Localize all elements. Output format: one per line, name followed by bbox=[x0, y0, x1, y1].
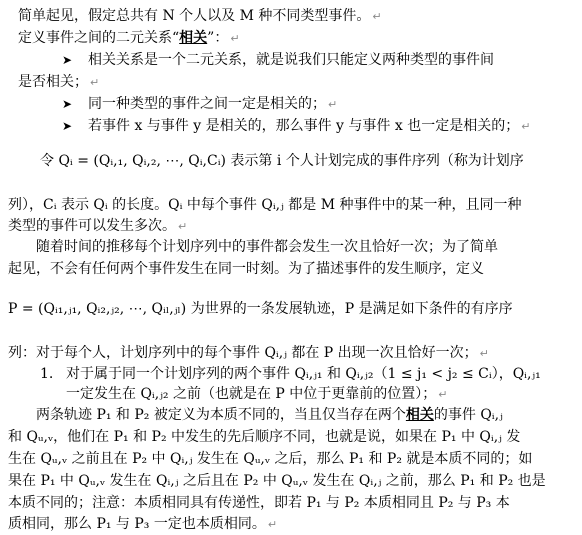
text-line: 质相同，那么 P₁ 与 P₃ 一定也本质相同。 bbox=[8, 516, 266, 532]
text-line: 定义事件之间的二元关系“ bbox=[18, 30, 180, 46]
paragraph-mark-icon: ↵ bbox=[438, 388, 448, 401]
text-line: 两条轨迹 P₁ 和 P₂ 被定义为本质不同的，当且仅当存在两个 bbox=[36, 407, 406, 423]
text-line: 和 Qᵤ,ᵥ，他们在 P₁ 和 P₂ 中发生的先后顺序不同，也就是说，如果在 P₁ 中 Qᵢ,ⱼ 发 bbox=[8, 429, 521, 445]
item-number: 1. bbox=[40, 366, 54, 382]
paragraph-mark-icon: ↵ bbox=[328, 98, 338, 111]
bold-term-related: 相关 bbox=[405, 407, 434, 423]
para-essence-cont5 bbox=[8, 514, 277, 535]
para-intro bbox=[18, 6, 382, 27]
text-line: 令 Qᵢ = (Qᵢ,₁, Qᵢ,₂, ⋯, Qᵢ,Cᵢ) 表示第 i 个人计划完成的事件序列（称为计划序 bbox=[40, 153, 524, 169]
para-time-cont bbox=[8, 259, 484, 279]
text-line: 随着时间的推移每个计划序列中的事件都会发生一次且恰好一次；为了简单 bbox=[36, 239, 498, 255]
numbered-item-1-cont bbox=[66, 384, 448, 405]
para-essence-cont2 bbox=[8, 449, 532, 469]
paragraph-mark-icon: ↵ bbox=[267, 518, 278, 531]
text-line: 列：对于每个人，计划序列中的每个事件 Qᵢ,ⱼ 都在 P 出现一次且恰好一次； bbox=[8, 345, 478, 361]
text-line: 对于属于同一个计划序列的两个事件 Qᵢ,ⱼ₁ 和 Qᵢ,ⱼ₂（1 ≤ j₁ < j₂ ≤ Cᵢ），Qᵢ,ⱼ₁ bbox=[66, 366, 541, 382]
para-definition bbox=[18, 28, 240, 49]
bullet-item-3 bbox=[62, 116, 530, 137]
arrow-bullet-icon: ➤ bbox=[62, 53, 73, 67]
para-essence bbox=[36, 405, 503, 425]
paragraph-mark-icon: ↵ bbox=[372, 10, 382, 23]
para-sequence bbox=[40, 151, 524, 171]
para-track bbox=[8, 299, 513, 319]
text-line: 是否相关； bbox=[18, 74, 88, 90]
text-line: 本质不同的；注意：本质相同具有传递性，即若 P₁ 与 P₂ 本质相同且 P₂ 与 P₃ 本 bbox=[8, 495, 510, 511]
para-time bbox=[36, 237, 498, 257]
numbered-item-1 bbox=[40, 364, 541, 384]
bullet-item-1-cont bbox=[18, 72, 99, 93]
bullet-item-2 bbox=[62, 94, 337, 115]
text-line: 一定发生在 Qᵢ,ⱼ₂ 之前（也就是在 P 中位于更靠前的位置）； bbox=[66, 386, 437, 402]
para-essence-cont1 bbox=[8, 427, 520, 447]
paragraph-mark-icon: ↵ bbox=[479, 347, 489, 360]
text-line: 起见，不会有任何两个事件发生在同一时刻。为了描述事件的发生顺序，定义 bbox=[8, 261, 484, 277]
para-essence-cont3 bbox=[8, 471, 546, 491]
text-line: 果在 P₁ 中 Qᵤ,ᵥ 发生在 Qᵢ,ⱼ 之后且在 P₂ 中 Qᵤ,ᵥ 发生在 Qᵢ,ⱼ 之前，那么 P₁ 和 P₂ 也是 bbox=[8, 473, 546, 489]
para-essence-cont4 bbox=[8, 493, 510, 513]
bold-term-related: 相关 bbox=[179, 30, 208, 46]
arrow-bullet-icon: ➤ bbox=[62, 97, 73, 111]
text-line: 相关关系是一个二元关系，就是说我们只能定义两种类型的事件间 bbox=[88, 52, 494, 68]
para-track-cont bbox=[8, 343, 489, 364]
paragraph-mark-icon: ↵ bbox=[521, 120, 531, 133]
text-line: 若事件 x 与事件 y 是相关的，那么事件 y 与事件 x 也一定是相关的； bbox=[88, 118, 520, 134]
paragraph-mark-icon: ↵ bbox=[178, 220, 188, 233]
bullet-item-1 bbox=[62, 50, 494, 70]
text-line: 同一种类型的事件之间一定是相关的； bbox=[88, 96, 326, 112]
para-sequence-cont2 bbox=[8, 216, 187, 237]
text-line: 列），Cᵢ 表示 Qᵢ 的长度。Qᵢ 中每个事件 Qᵢ,ⱼ 都是 M 种事件中的某一种，且同一种 bbox=[8, 197, 522, 213]
paragraph-mark-icon: ↵ bbox=[90, 76, 100, 89]
text-line: 生在 Qᵤ,ᵥ 之前且在 P₂ 中 Qᵢ,ⱼ 发生在 Qᵤ,ᵥ 之后，那么 P₁ 和 P₂ 就是本质不同的；如 bbox=[8, 451, 533, 467]
text-line: 类型的事件可以发生多次。 bbox=[8, 218, 176, 234]
arrow-bullet-icon: ➤ bbox=[62, 119, 73, 133]
text-line: P = (Qᵢ₁,ⱼ₁, Qᵢ₂,ⱼ₂, ⋯, Qᵢₗ,ⱼₗ) 为世界的一条发展轨迹，P 是满足如下条件的有序序 bbox=[8, 301, 513, 317]
text-line: 的事件 Qᵢ,ⱼ bbox=[433, 407, 503, 423]
paragraph-mark-icon: ↵ bbox=[230, 32, 240, 45]
text-line: 简单起见，假定总共有 N 个人以及 M 种不同类型事件。 bbox=[18, 8, 371, 24]
para-sequence-cont1 bbox=[8, 195, 522, 215]
text-line: ”： bbox=[207, 30, 229, 46]
